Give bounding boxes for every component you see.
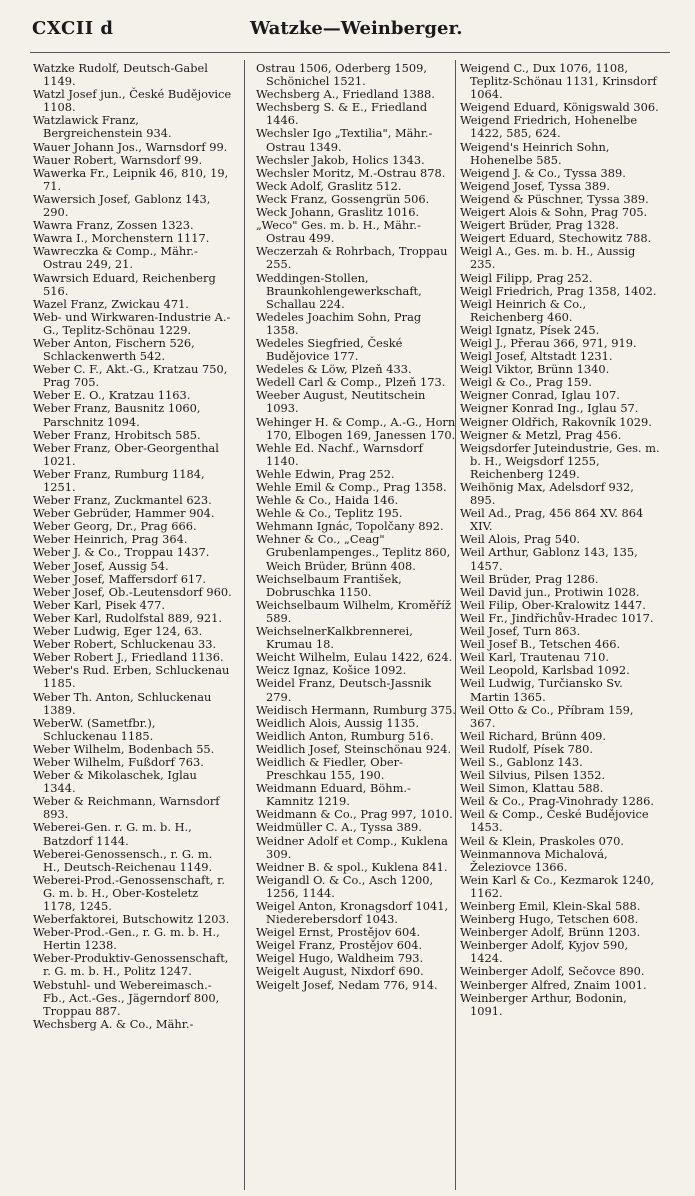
directory-entry: Weber Anton, Fischern 526, Schlackenwerth 542. [33,335,195,364]
header-rule [30,52,670,53]
directory-entry: Weigelt August, Nixdorf 690. [256,964,424,979]
directory-entry: Weeber August, Neutitschein 1093. [256,388,426,416]
directory-entry: Weidmann Eduard, Böhm.-Kamnitz 1219. [256,781,411,809]
directory-entry: Weber Karl, Rudolfstal 889, 921. [33,610,222,625]
directory-entry: Weichselbaum František, Dobruschka 1150. [256,571,402,599]
directory-entry: Weigel Ernst, Prostějov 604. [256,925,421,940]
directory-entry: Weber's Rud. Erben, Schluckenau 1185. [33,663,230,691]
directory-entry: Weber Wilhelm, Fußdorf 763. [33,754,204,769]
directory-entry: Weigend & Püschner, Tyssa 389. [460,191,649,206]
directory-entry: Weil Brüder, Prag 1286. [460,571,599,586]
directory-entry: Weil S., Gablonz 143. [460,754,583,769]
directory-entry: Weigl Heinrich & Co., Reichenberg 460. [460,296,587,324]
directory-entry: Ostrau 1506, Oderberg 1509, Schönichel 1521. [256,62,427,89]
directory-entry: Wechsler Moritz, M.-Ostrau 878. [256,165,446,180]
directory-entry: Weil Filip, Ober-Kralowitz 1447. [460,597,646,612]
column-2 [256,62,456,1190]
directory-entry: Wechsberg A. & Co., Mähr.- [33,1016,194,1031]
directory-entry: Weber Heinrich, Prag 364. [33,532,188,547]
directory-entry: Wauer Johann Jos., Warnsdorf 99. [33,139,228,154]
directory-entry: Weigner Conrad, Iglau 107. [460,388,620,403]
directory-entry: Weinberger Arthur, Bodonin, 1091. [460,990,627,1018]
directory-entry: Weil Richard, Brünn 409. [460,728,606,743]
directory-entry: Weber Franz, Zuckmantel 623. [33,493,212,508]
directory-entry: Weber E. O., Kratzau 1163. [33,388,191,403]
directory-entry: WeberW. (Sametfbr.), Schluckenau 1185. [33,715,156,743]
directory-entry: Weck Adolf, Graslitz 512. [256,178,402,193]
directory-entry: Weber Georg, Dr., Prag 666. [33,519,197,534]
directory-entry: Weigert Eduard, Stechowitz 788. [460,231,652,246]
directory-entry: Weigner Oldřich, Rakovník 1029. [460,414,652,429]
directory-entry: Wehmann Ignác, Topolčany 892. [256,519,444,534]
directory-entry: Wedeles Joachim Sohn, Prag 1358. [256,309,422,337]
directory-entry: Weberei-Gen. r. G. m. b. H., Batzdorf 1144. [33,820,192,848]
directory-entry: Weber Karl, Pisek 477. [33,597,166,612]
directory-entry: Wawerka Fr., Leipnik 46, 810, 19, 71. [33,165,229,193]
directory-entry: Weck Franz, Gossengrün 506. [256,191,430,206]
directory-entry: Weber Franz, Bausnitz 1060, Parschnitz 1094. [33,401,201,429]
directory-entry: Wawrsich Eduard, Reichenberg 516. [33,270,216,298]
directory-entry: Weck Johann, Graslitz 1016. [256,205,420,220]
directory-entry: Weil Silvius, Pilsen 1352. [460,768,606,783]
page-header [0,12,695,44]
directory-entry: Weigelt Josef, Nedam 776, 914. [256,977,438,992]
column-separator [244,60,245,1190]
directory-entry: Weinberger Adolf, Brünn 1203. [460,925,641,940]
directory-entry: Weinberger Adolf, Kyjov 590, 1424. [460,938,629,966]
directory-entry: Wehle Ed. Nachf., Warnsdorf 1140. [256,440,423,468]
directory-entry: Weigend Josef, Tyssa 389. [460,178,611,193]
directory-entry: Weil Alois, Prag 540. [460,532,581,547]
directory-entry: Weigert Alois & Sohn, Prag 705. [460,205,648,220]
directory-entry: Weinberger Alfred, Znaim 1001. [460,977,647,992]
directory-entry: Weigl J., Přerau 366, 971, 919. [460,335,637,350]
directory-entry: Wehle Emil & Comp., Prag 1358. [256,480,447,494]
directory-entry: Weber Th. Anton, Schluckenau 1389. [33,689,212,717]
directory-entry: Weber-Produktiv-Genossenschaft, r. G. m. b. H., Politz 1247. [33,951,229,979]
directory-entry: Weil Karl, Trautenau 710. [460,650,609,665]
directory-entry: Weber Ludwig, Eger 124, 63. [33,624,203,639]
directory-entry: Weigner Konrad Ing., Iglau 57. [460,401,639,416]
directory-entry: Weber Wilhelm, Bodenbach 55. [33,741,215,756]
directory-entry: Wechsler Jakob, Holics 1343. [256,152,425,167]
directory-entry: Weil Josef, Turn 863. [460,624,581,639]
directory-entry: Weberfaktorei, Butschowitz 1203. [33,912,230,927]
directory-entry: Webstuhl- und Webereimasch.-Fb., Act.-Ges., Jägerndorf 800, Troppau 887. [33,977,220,1018]
directory-entry: Wein Karl & Co., Kezmarok 1240, 1162. [460,872,655,900]
directory-entry: Wazel Franz, Zwickau 471. [33,296,189,311]
directory-entry: Weidmann & Co., Prag 997, 1010. [256,807,453,822]
page-number: CXCII d [32,18,114,39]
directory-entry: Weicz Ignaz, Košice 1092. [256,663,407,678]
directory-entry: Weber Gebrüder, Hammer 904. [33,506,215,521]
directory-entry: Weil Ludwig, Turčiansko Sv. Martin 1365. [460,676,623,704]
directory-entry: Weber Franz, Hrobitsch 585. [33,427,201,442]
directory-entry: Weil Rudolf, Písek 780. [460,741,593,756]
directory-entry: Weidisch Hermann, Rumburg 375. [256,702,456,717]
directory-entry: Weil Fr., Jindřichův-Hradec 1017. [460,610,654,625]
directory-entry: Wehle & Co., Teplitz 195. [256,506,403,521]
directory-entry: Watzlawick Franz, Bergreichenstein 934. [33,113,172,141]
directory-entry: Weidlich Anton, Rumburg 516. [256,728,434,743]
directory-entry: Weidner B. & spol., Kuklena 841. [256,859,448,874]
directory-entry: Wawra I., Morchenstern 1117. [33,231,210,246]
directory-entry: Weil Otto & Co., Příbram 159, 367. [460,702,634,730]
directory-entry: Weidel Franz, Deutsch-Jassnik 279. [256,676,432,704]
directory-entry: Weigl Filipp, Prag 252. [460,270,593,285]
directory-entry: Weigner & Metzl, Prag 456. [460,427,622,442]
column-3 [460,62,660,1190]
directory-entry: Weil Ad., Prag, 456 864 XV. 864 XIV. [460,506,644,534]
directory-entry: Weigl Josef, Altstadt 1231. [460,349,613,364]
directory-entry: Weigend C., Dux 1076, 1108, Teplitz-Schönau 1131, Krinsdorf 1064. [460,62,657,102]
directory-entry: Watzl Josef jun., České Budějovice 1108. [33,87,232,115]
directory-entry: Wechsberg S. & E., Friedland 1446. [256,100,428,128]
directory-entry: Weigend Friedrich, Hohenelbe 1422, 585, 624. [460,113,638,141]
directory-entry: Weigert Brüder, Prag 1328. [460,218,619,233]
directory-entry: Weigl Viktor, Brünn 1340. [460,362,610,377]
directory-entry: Weihönig Max, Adelsdorf 932, 895. [460,480,634,508]
directory-entry: Wedell Carl & Comp., Plzeň 173. [256,375,446,390]
directory-entry: Weidlich & Fiedler, Ober-Preschkau 155, 190. [256,754,403,783]
directory-entry: Wehle Edwin, Prag 252. [256,466,395,481]
directory-entry: Weber-Prod.-Gen., r. G. m. b. H., Hertin 1238. [33,925,220,953]
directory-entry: Weidmüller C. A., Tyssa 389. [256,820,422,835]
directory-entry: Weber & Reichmann, Warnsdorf 893. [33,794,220,822]
directory-entry: Weigsdorfer Juteindustrie, Ges. m. b. H., Weigsdorf 1255, Reichenberg 1249. [460,440,660,481]
directory-entry: Weinmannova Michalová, Železiovce 1366. [460,846,608,874]
directory-entry: Weicht Wilhelm, Eulau 1422, 624. [256,650,453,665]
directory-entry: Weichselbaum Wilhelm, Kroměříž 589. [256,597,451,625]
directory-entry: Weigl & Co., Prag 159. [460,375,592,390]
directory-entry: Weber Robert J., Friedland 1136. [33,650,224,665]
directory-entry: Weberei-Prod.-Genossenschaft, r. G. m. b. H., Ober-Kosteletz 1178, 1245. [33,872,225,913]
directory-entry: Weil Arthur, Gablonz 143, 135, 1457. [460,545,638,573]
directory-entry: Wawra Franz, Zossen 1323. [33,218,194,233]
directory-entry: Weinberg Emil, Klein-Skal 588. [460,899,641,913]
directory-entry: Weil & Co., Prag-Vinohrady 1286. [460,794,655,809]
directory-entry: Weigend Eduard, Königswald 306. [460,100,659,115]
directory-entry: Wehinger H. & Comp., A.-G., Horn 170, Elbogen 169, Janessen 170. [256,414,456,442]
directory-entry: Weigandl O. & Co., Asch 1200, 1256, 1144. [256,872,434,900]
directory-entry: Weigl A., Ges. m. b. H., Aussig 235. [460,244,636,272]
directory-entry: Weber J. & Co., Troppau 1437. [33,545,210,560]
column-1 [33,62,233,1190]
directory-entry: Weil Simon, Klattau 588. [460,781,604,796]
directory-entry: Weigend J. & Co., Tyssa 389. [460,165,626,180]
directory-entry: Weber Josef, Aussig 54. [33,558,169,573]
directory-entry: Weber Franz, Rumburg 1184, 1251. [33,466,205,494]
directory-entry: Weil David jun., Protiwin 1028. [460,584,640,599]
directory-entry: Weil & Klein, Praskoles 070. [460,833,625,848]
directory-entry: Wawersich Josef, Gablonz 143, 290. [33,191,211,220]
directory-entry: Wedeles & Löw, Plzeň 433. [256,362,412,377]
directory-entry: Weddingen-Stollen, Braunkohlengewerkschaft, Schallau 224. [256,270,422,311]
directory-entry: Weigel Franz, Prostějov 604. [256,938,423,953]
directory-entry: Weidner Adolf et Comp., Kuklena 309. [256,833,448,861]
directory-entry: Weczerzah & Rohrbach, Troppau 255. [256,244,448,272]
directory-entry: Weigl Friedrich, Prag 1358, 1402. [460,283,657,298]
directory-entry: Weigend's Heinrich Sohn, Hohenelbe 585. [460,139,610,167]
directory-entry: Weil & Comp., České Budějovice 1453. [460,807,649,835]
directory-entry: Weber Franz, Ober-Georgenthal 1021. [33,440,219,468]
directory-entry: „Weco" Ges. m. b. H., Mähr.-Ostrau 499. [256,218,421,246]
directory-entry: Wauer Robert, Warnsdorf 99. [33,152,203,167]
directory-entry: Weidlich Josef, Steinschönau 924. [256,741,452,756]
directory-entry: WeichselnerKalkbrennerei, Krumau 18. [256,624,413,652]
directory-entry: Weil Leopold, Karlsbad 1092. [460,663,630,678]
directory-entry: Wawreczka & Comp., Mähr.-Ostrau 249, 21. [33,244,198,272]
directory-entry: Weber C. F., Akt.-G., Kratzau 750, Prag 705. [33,362,228,390]
directory-entry: Web- und Wirkwaren-Industrie A.-G., Teplitz-Schönau 1229. [33,309,231,337]
directory-entry: Wechsler Igo „Textilia", Mähr.-Ostrau 1349. [256,126,433,154]
directory-entry: Weinberger Adolf, Sečovce 890. [460,964,645,979]
directory-entry: Weigl Ignatz, Písek 245. [460,322,600,337]
directory-entry: Weberei-Genossensch., r. G. m. H., Deutsch-Reichenau 1149. [33,846,213,874]
directory-entry: Weber Josef, Maffersdorf 617. [33,571,207,586]
directory-entry: Weber Josef, Ob.-Leutensdorf 960. [33,584,232,599]
directory-entry: Weidlich Alois, Aussig 1135. [256,715,419,730]
directory-entry: Weil Josef B., Tetschen 466. [460,637,621,652]
directory-entry: Wedeles Siegfried, České Budějovice 177. [256,335,403,364]
directory-entry: Weber Robert, Schluckenau 33. [33,637,217,652]
directory-entry: Wehner & Co., „Ceag" Grubenlampenges., Teplitz 860, Weich Brüder, Brünn 408. [256,532,451,573]
directory-entry: Weigel Anton, Kronagsdorf 1041, Niederebersdorf 1043. [256,899,449,927]
running-title: Watzke—Weinberger. [250,18,463,39]
directory-entry: Wehle & Co., Haida 146. [256,493,399,508]
directory-entry: Weber & Mikolaschek, Iglau 1344. [33,768,197,796]
directory-entry: Weigel Hugo, Waldheim 793. [256,951,424,966]
directory-entry: Wechsberg A., Friedland 1388. [256,87,435,102]
directory-entry: Watzke Rudolf, Deutsch-Gabel 1149. [33,62,208,89]
directory-entry: Weinberg Hugo, Tetschen 608. [460,912,639,927]
